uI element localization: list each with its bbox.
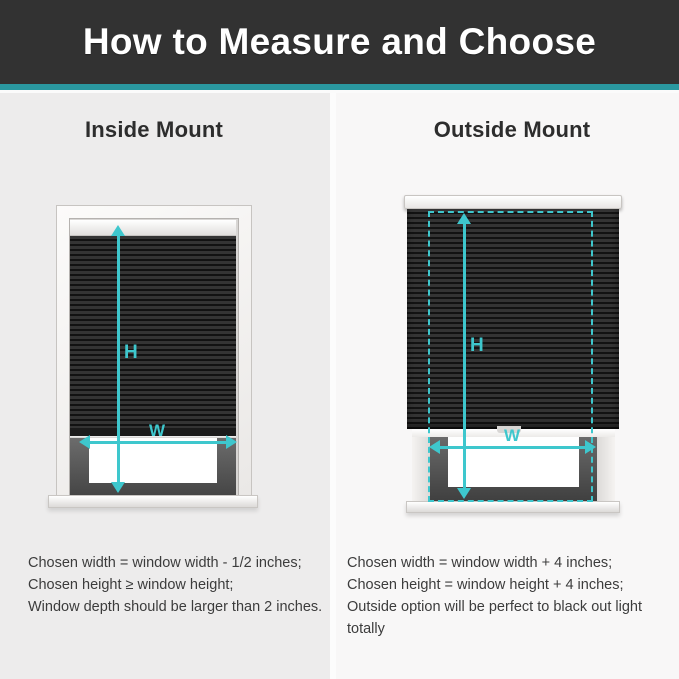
inside-note-line: Window depth should be larger than 2 inches. (28, 599, 323, 615)
header-banner (0, 0, 679, 84)
page-title: How to Measure and Choose (82, 21, 597, 62)
inside-pleated-blind (70, 236, 236, 428)
outside-width-arrowhead-left-icon (429, 440, 440, 454)
outside-mount-notes (347, 552, 677, 640)
inside-width-arrowhead-left-icon (79, 435, 90, 449)
inside-height-arrow (117, 233, 120, 485)
outside-window-outline-dashed (428, 211, 593, 502)
inside-height-arrowhead-top-icon (111, 225, 125, 236)
outside-height-arrowhead-bottom-icon (457, 488, 471, 499)
outside-note-line: Chosen width = window width + 4 inches; (347, 555, 613, 571)
outside-width-arrow (436, 446, 585, 449)
inside-window-glass (89, 438, 217, 483)
outside-note-line: Outside option will be perfect to black out light totally (347, 599, 642, 637)
inside-width-label: W (149, 421, 166, 440)
inside-width-arrow (86, 441, 230, 444)
outside-height-arrowhead-top-icon (457, 213, 471, 224)
inside-height-arrowhead-bottom-icon (111, 482, 125, 493)
outside-window-frame-right (597, 429, 615, 502)
inside-mount-notes (28, 552, 328, 618)
inside-width-arrowhead-right-icon (226, 435, 237, 449)
outside-width-label: W (504, 426, 521, 445)
inside-note-line: Chosen width = window width - 1/2 inches; (28, 555, 302, 571)
inside-note-line: Chosen height ≥ window height; (28, 577, 234, 593)
outside-height-arrow (463, 221, 466, 491)
outside-blind-headrail (404, 195, 622, 209)
inside-height-label: H (124, 342, 138, 363)
outside-height-label: H (470, 335, 484, 356)
outside-width-arrowhead-right-icon (585, 440, 596, 454)
inside-mount-heading: Inside Mount (84, 117, 224, 142)
inside-window-sill (48, 495, 258, 508)
outside-note-line: Chosen height = window height + 4 inches; (347, 577, 624, 593)
outside-mount-heading: Outside Mount (433, 117, 591, 142)
outside-window-sill (406, 501, 620, 513)
inside-blind-headrail (70, 220, 236, 236)
